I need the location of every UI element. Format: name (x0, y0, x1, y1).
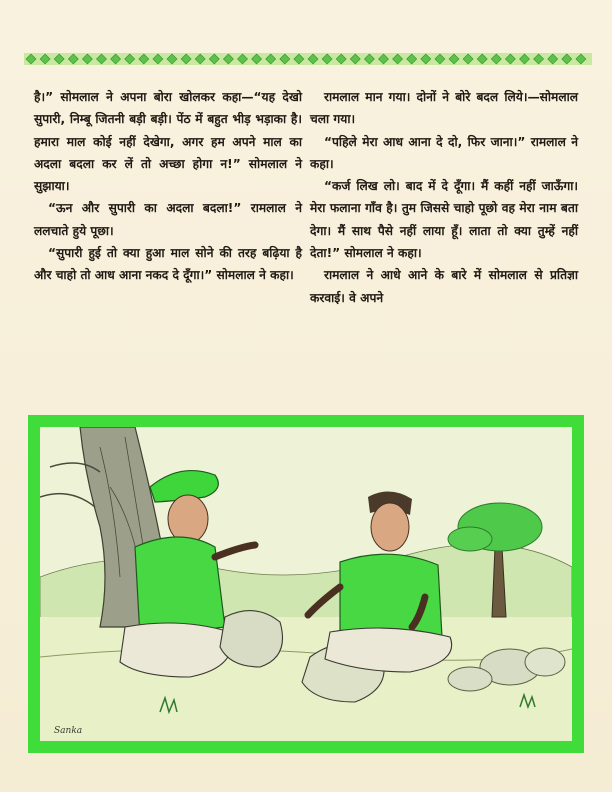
decorative-border-strip (24, 50, 592, 68)
story-illustration (28, 415, 584, 753)
paragraph: है।” सोमलाल ने अपना बोरा खोलकर कहा—“यह देखो सुपारी, निम्बू जितनी बड़ी बड़ी। पेंठ में बहुत भीड़ भड़ाका है। हमारा माल कोई नहीं देखेगा, अगर हम अपने माल का अदला बदला कर लें तो अच्छा होगा न!” सोमलाल ने सुझाया। (34, 90, 302, 194)
artist-signature: Sanka (54, 726, 83, 736)
paragraph: “ऊन और सुपारी का अदला बदला!” रामलाल ने ललचाते हुये पूछा। (34, 201, 302, 238)
illustration-art (40, 427, 572, 741)
text-column-left (34, 86, 302, 287)
paragraph: रामलाल ने आधे आने के बारे में सोमलाल से प्रतिज्ञा करवाई। वे अपने (310, 268, 578, 305)
text-column-right (310, 86, 578, 309)
paragraph: रामलाल मान गया। दोनों ने बोरे बदल लिये।—सोमलाल चला गया। (310, 90, 578, 127)
paragraph: “कर्ज लिख लो। बाद में दे दूँगा। मैं कहीं नहीं जाऊँगा। मेरा फलाना गाँव है। तुम जिससे चाहो पूछो वह मेरा नाम बता देगा। मैं साथ पैसे नहीं लाया हूँ। लाता तो क्या तुम्हें नहीं देता!” सोमलाल ने कहा। (310, 179, 578, 261)
paragraph: “सुपारी हुई तो क्या हुआ माल सोने की तरह बढ़िया है और चाहो तो आध आना नकद दे दूँगा।” सोमलाल ने कहा। (34, 246, 302, 283)
paragraph: “पहिले मेरा आध आना दे दो, फिर जाना।” रामलाल ने कहा। (310, 134, 578, 171)
